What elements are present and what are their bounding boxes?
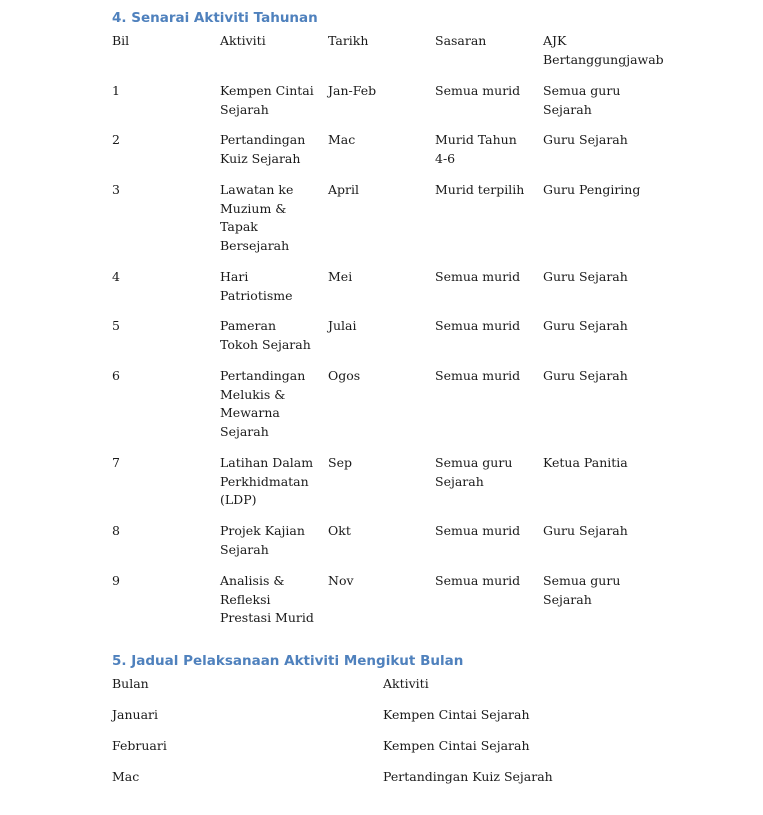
row-tarikh: April <box>328 182 359 197</box>
row-tarikh: Ogos <box>328 368 361 383</box>
row-bulan: Januari <box>112 707 158 722</box>
row-bil: 8 <box>112 523 120 538</box>
row-tarikh: Sep <box>328 455 352 470</box>
row-bulan: Mac <box>112 769 140 784</box>
row-tarikh: Julai <box>328 318 357 333</box>
row-tarikh: Okt <box>328 523 351 538</box>
section-4-heading: 4. Senarai Aktiviti Tahunan <box>112 10 318 26</box>
row-aktiviti: Projek Kajian Sejarah <box>220 523 305 557</box>
header-aktiviti: Aktiviti <box>220 33 266 48</box>
row-bil: 4 <box>112 269 120 284</box>
header-tarikh: Tarikh <box>328 33 369 48</box>
row-tarikh: Mei <box>328 269 353 284</box>
row-ajk: Guru Pengiring <box>543 182 641 197</box>
row-tarikh: Nov <box>328 573 354 588</box>
row-bulan: Februari <box>112 738 167 753</box>
row-bil: 9 <box>112 573 120 588</box>
row-aktiviti: Pertandingan Kuiz Sejarah <box>383 769 553 784</box>
row-aktiviti: Pertandingan Kuiz Sejarah <box>220 132 306 166</box>
row-tarikh: Jan-Feb <box>328 83 377 98</box>
row-bil: 2 <box>112 132 120 147</box>
row-sasaran: Semua murid <box>435 523 521 538</box>
row-aktiviti: Pameran Tokoh Sejarah <box>220 318 311 352</box>
header-sasaran: Sasaran <box>435 33 487 48</box>
row-tarikh: Mac <box>328 132 356 147</box>
row-aktiviti: Latihan Dalam Perkhidmatan (LDP) <box>220 455 314 507</box>
row-bil: 3 <box>112 182 120 197</box>
row-bil: 1 <box>112 83 120 98</box>
row-sasaran: Semua murid <box>435 368 521 383</box>
header-ajk: AJK Bertanggungjawab <box>543 33 664 67</box>
row-ajk: Guru Sejarah <box>543 269 628 284</box>
row-ajk: Guru Sejarah <box>543 368 628 383</box>
row-sasaran: Semua murid <box>435 83 521 98</box>
row-aktiviti: Kempen Cintai Sejarah <box>220 83 314 117</box>
row-bil: 5 <box>112 318 120 333</box>
row-aktiviti: Analisis & Refleksi Prestasi Murid <box>220 573 314 625</box>
section-5-heading: 5. Jadual Pelaksanaan Aktiviti Mengikut Bulan <box>112 653 464 669</box>
row-ajk: Ketua Panitia <box>543 455 628 470</box>
row-sasaran: Semua murid <box>435 573 521 588</box>
row-sasaran: Murid Tahun 4-6 <box>435 132 517 166</box>
row-sasaran: Semua murid <box>435 269 521 284</box>
row-ajk: Guru Sejarah <box>543 132 628 147</box>
row-sasaran: Murid terpilih <box>435 182 525 197</box>
header-aktiviti: Aktiviti <box>383 676 429 691</box>
row-ajk: Semua guru Sejarah <box>543 573 621 607</box>
row-bil: 7 <box>112 455 120 470</box>
row-sasaran: Semua guru Sejarah <box>435 455 513 489</box>
header-bil: Bil <box>112 33 130 48</box>
row-aktiviti: Kempen Cintai Sejarah <box>383 707 530 722</box>
row-ajk: Guru Sejarah <box>543 523 628 538</box>
header-bulan: Bulan <box>112 676 149 691</box>
row-bil: 6 <box>112 368 120 383</box>
row-sasaran: Semua murid <box>435 318 521 333</box>
row-aktiviti: Pertandingan Melukis & Mewarna Sejarah <box>220 368 306 439</box>
row-aktiviti: Hari Patriotisme <box>220 269 293 303</box>
row-ajk: Semua guru Sejarah <box>543 83 621 117</box>
row-aktiviti: Lawatan ke Muzium & Tapak Bersejarah <box>220 182 294 253</box>
row-ajk: Guru Sejarah <box>543 318 628 333</box>
row-aktiviti: Kempen Cintai Sejarah <box>383 738 530 753</box>
